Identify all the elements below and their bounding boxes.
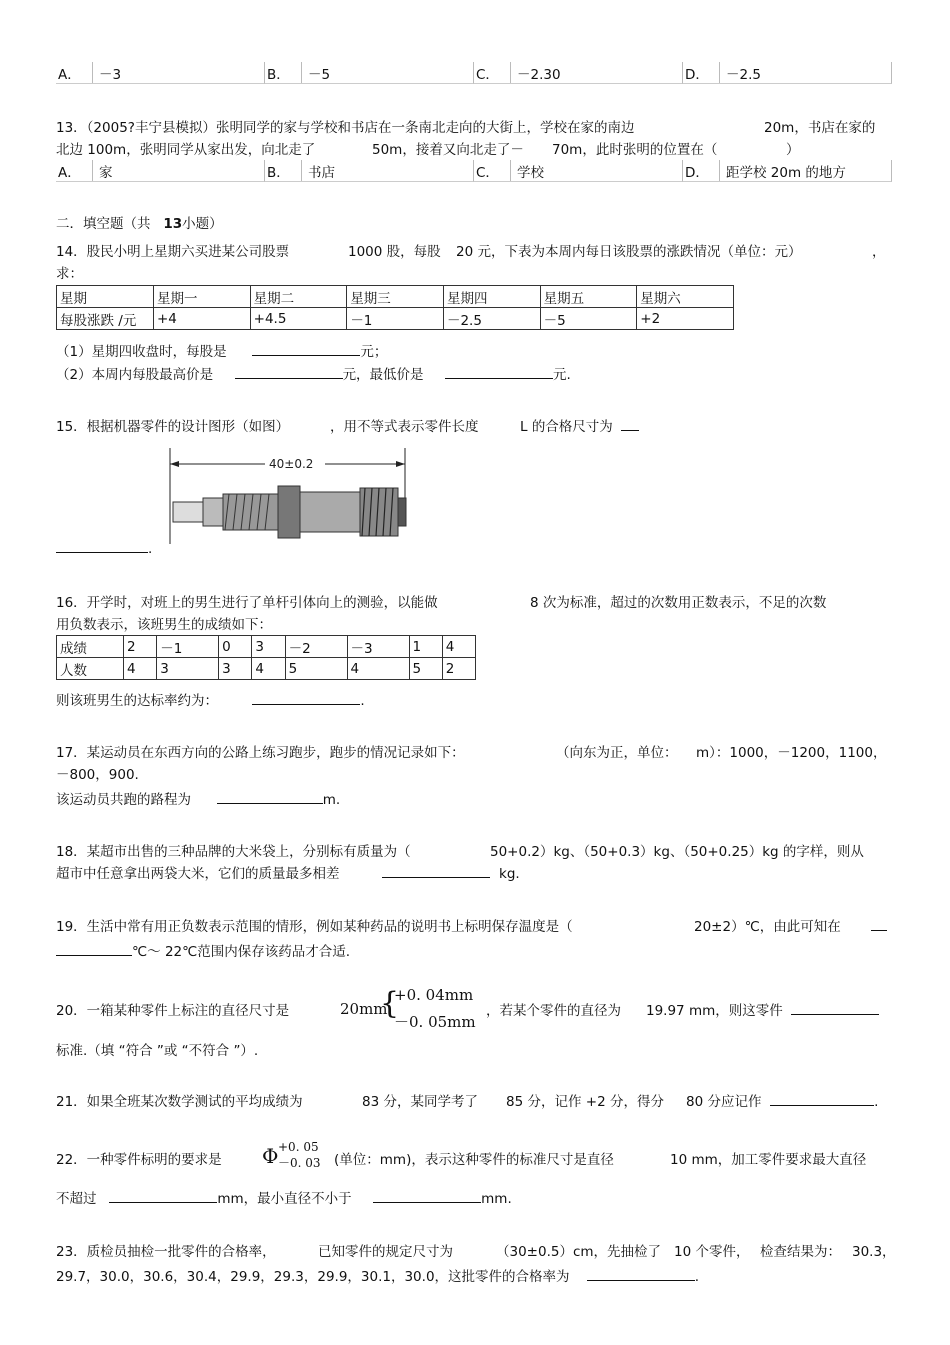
q23-line2: 29.7，30.0，30.6，30.4，29.9，29.3，29.9，30.1，30.0，这批零件的合格率为 . (56, 1265, 699, 1285)
q22-line1: 22．一种零件标明的要求是 (56, 1152, 222, 1168)
q20-line1-b: ，若某个零件的直径为 (486, 1003, 621, 1019)
q20-line2: 标准.（填 “符合 ”或 “不符合 ”）. (56, 1043, 259, 1059)
answer-blank[interactable] (770, 1091, 874, 1106)
q19-line2: ℃～ 22℃范围内保存该药品才合适. (56, 940, 350, 960)
q13-line2-b: 50m，接着又向北走了－ (372, 142, 524, 158)
q17-line1: 17．某运动员在东西方向的公路上练习跑步，跑步的情况记录如下： (56, 745, 465, 761)
q16-line1: 16．开学时，对班上的男生进行了单杆引体向上的测验，以能做 (56, 595, 438, 611)
table-cell: －5 (540, 308, 637, 330)
q20-line1-c: 19.97 mm，则这零件 (646, 999, 879, 1019)
table-cell: 0 (219, 636, 252, 658)
table-cell: 星期一 (154, 286, 251, 308)
q15-line1-b: ，用不等式表示零件长度 (330, 419, 479, 435)
table-cell: 2 (442, 658, 475, 680)
q17-line1-b: （向东为正，单位： (556, 745, 678, 761)
table-cell: －2.5 (443, 308, 540, 330)
table-cell: 5 (285, 658, 347, 680)
q13-option-a[interactable]: A． 家 (56, 160, 265, 182)
table-cell: 3 (157, 658, 219, 680)
q13-line2-d: ） (786, 142, 800, 158)
q13-line1-b: 20m，书店在家的 (764, 120, 876, 136)
q13-line1: 13．（2005?丰宁县模拟）张明同学的家与学校和书店在一条南北走向的大街上，学校在家的南边 (56, 120, 635, 136)
table-cell: 每股涨跌 /元 (57, 308, 154, 330)
q14-line1-c: 20 元，下表为本周内每日该股票的涨跌情况（单位：元） (456, 244, 802, 260)
table-cell: 2 (124, 636, 157, 658)
table-cell: 3 (252, 636, 285, 658)
q13-line2: 北边 100m，张明同学从家出发，向北走了 (56, 142, 316, 158)
q17-line2: －800，900. (56, 767, 139, 783)
table-cell: 4 (442, 636, 475, 658)
q16-line2: 用负数表示，该班男生的成绩如下： (56, 617, 272, 633)
q19-line1-b: 20±2）℃，由此可知在 (694, 915, 887, 935)
q16-result: 则该班男生的达标率约为： . (56, 689, 365, 709)
table-cell: －1 (157, 636, 219, 658)
q22-line1-b: (单位：mm)，表示这种零件的标准尺寸是直径 (334, 1152, 614, 1168)
q14-line1-b: 1000 股，每股 (348, 244, 441, 260)
table-cell: －1 (347, 308, 444, 330)
table-cell: －3 (347, 636, 409, 658)
q22-line2: 不超过 mm，最小直径不小于 mm. (56, 1187, 512, 1207)
q17-line1-c: m）：1000，－1200，1100， (696, 745, 887, 761)
q18-line1: 18．某超市出售的三种品牌的大米袋上，分别标有质量为（ (56, 844, 411, 860)
table-row (57, 308, 734, 330)
q23-line1-d: 10 个零件， (674, 1244, 750, 1260)
q14-line1: 14．股民小明上星期六买进某公司股票 (56, 244, 290, 260)
q13-option-d[interactable]: D． 距学校 20m 的地方 (683, 160, 892, 182)
table-cell: 4 (252, 658, 285, 680)
q14-line1-d: ， (872, 244, 886, 260)
q20-line1: 20．一箱某种零件上标注的直径尺寸是 (56, 1003, 290, 1019)
q15-line1: 15．根据机器零件的设计图形（如图） (56, 419, 290, 435)
answer-blank[interactable] (791, 1000, 879, 1015)
q13-option-b[interactable]: B． 书店 (265, 160, 474, 182)
table-cell: －2 (285, 636, 347, 658)
table-cell: 4 (347, 658, 409, 680)
answer-blank[interactable] (252, 341, 360, 356)
q13-options (56, 160, 892, 182)
q12-option-d[interactable]: D． －2.5 (683, 62, 892, 84)
answer-blank[interactable] (109, 1188, 217, 1203)
q15-line2: . (56, 538, 152, 557)
table-cell: 成绩 (57, 636, 124, 658)
q14-table (56, 285, 734, 330)
q16-table (56, 635, 476, 680)
table-cell: 星期五 (540, 286, 637, 308)
answer-blank[interactable] (871, 916, 887, 931)
table-cell: 5 (409, 658, 442, 680)
q14-sub2: （2）本周内每股最高价是 元，最低价是 元. (56, 363, 571, 383)
table-cell: 1 (409, 636, 442, 658)
q13-line2-c: 70m，此时张明的位置在（ (552, 142, 718, 158)
answer-blank[interactable] (445, 364, 553, 379)
part-diagram (165, 442, 410, 550)
phi-symbol: Φ (262, 1144, 279, 1168)
q12-options (56, 62, 892, 84)
answer-blank[interactable] (217, 789, 323, 804)
answer-blank[interactable] (235, 364, 343, 379)
q12-option-c[interactable]: C． －2.30 (474, 62, 683, 84)
table-cell: 星期四 (443, 286, 540, 308)
section-heading: 二．填空题（共 13小题） (56, 216, 223, 232)
q14-line2: 求： (56, 266, 83, 282)
answer-blank[interactable] (56, 941, 132, 956)
table-cell: 3 (219, 658, 252, 680)
q12-option-b[interactable]: B． －5 (265, 62, 474, 84)
table-row (57, 636, 476, 658)
q13-option-c[interactable]: C． 学校 (474, 160, 683, 182)
q14-sub1: （1）星期四收盘时，每股是 元； (56, 340, 387, 360)
table-row (57, 658, 476, 680)
answer-blank[interactable] (56, 538, 148, 553)
q17-line3: 该运动员共跑的路程为 m. (56, 788, 340, 808)
q21-line1-d: 80 分应记作 . (686, 1090, 878, 1110)
answer-blank[interactable] (382, 863, 490, 878)
brace-icon: { (380, 986, 400, 1021)
table-cell: +4.5 (250, 308, 347, 330)
q23-line1-b: 已知零件的规定尺寸为 (318, 1244, 453, 1260)
table-cell: +2 (637, 308, 734, 330)
table-cell: 星期三 (347, 286, 444, 308)
q12-option-a[interactable]: A． －3 (56, 62, 265, 84)
answer-blank[interactable] (373, 1188, 481, 1203)
table-cell: +4 (154, 308, 251, 330)
q23-line1-c: （30±0.5）cm，先抽检了 (496, 1244, 662, 1260)
q21-line1-c: 85 分，记作 +2 分，得分 (506, 1094, 664, 1110)
q21-line1-b: 83 分，某同学考了 (362, 1094, 478, 1110)
q15-line1-c: L 的合格尺寸为 (520, 415, 639, 435)
q18-line2: 超市中任意拿出两袋大米，它们的质量最多相差 kg. (56, 862, 520, 882)
table-cell: 星期六 (637, 286, 734, 308)
q23-line1-e: 检查结果为： (760, 1244, 841, 1260)
q19-line1: 19．生活中常有用正负数表示范围的情形，例如某种药品的说明书上标明保存温度是（ (56, 919, 573, 935)
q23-line1-f: 30.3， (852, 1244, 896, 1260)
table-cell: 星期 (57, 286, 154, 308)
q18-line1-b: 50+0.2）kg、（50+0.3）kg、（50+0.25）kg 的字样，则从 (490, 844, 864, 860)
answer-blank[interactable] (587, 1266, 695, 1281)
answer-blank[interactable] (621, 416, 639, 431)
table-cell: 星期二 (250, 286, 347, 308)
answer-blank[interactable] (252, 690, 360, 705)
q16-line1-b: 8 次为标准，超过的次数用正数表示，不足的次数 (530, 595, 827, 611)
table-cell: 人数 (57, 658, 124, 680)
q23-line1: 23．质检员抽检一批零件的合格率， (56, 1244, 276, 1260)
table-cell: 4 (124, 658, 157, 680)
q22-line1-c: 10 mm，加工零件要求最大直径 (670, 1152, 867, 1168)
dimension-label: 40±0.2 (269, 457, 314, 471)
q21-line1: 21．如果全班某次数学测试的平均成绩为 (56, 1094, 303, 1110)
table-row (57, 286, 734, 308)
